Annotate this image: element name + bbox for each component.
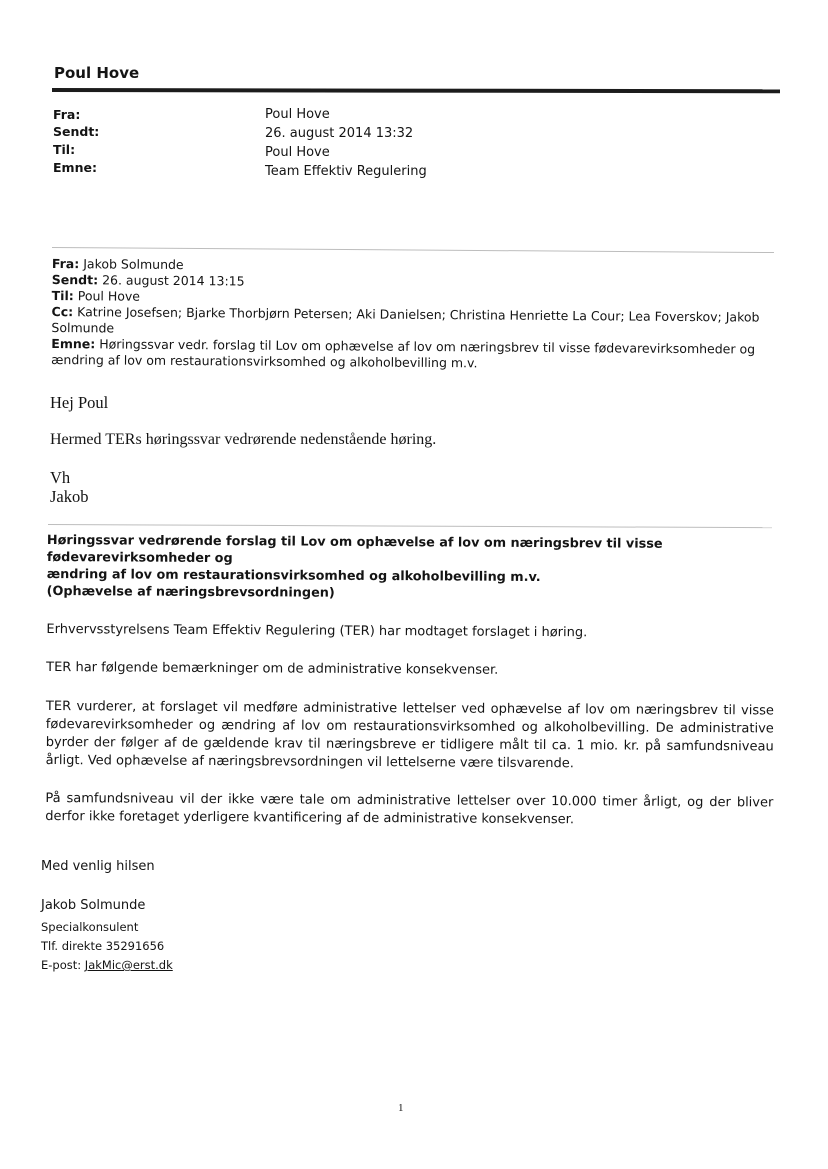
closing: Med venlig hilsen <box>41 859 155 874</box>
paragraph-4: På samfundsniveau vil der ikke være tale om administrative lettelser over 10.000 timer årligt, og der bliver derfor ikke foretaget yderligere kvantificering af de administrative konsekvenser. <box>45 790 774 828</box>
fwd-from-value: Jakob Solmunde <box>83 256 184 273</box>
fwd-cc-label: Cc: <box>51 303 74 320</box>
greeting: Hej Poul <box>50 393 109 412</box>
signoff: Vh <box>50 468 71 487</box>
response-heading-3: (Ophævelse af næringsbrevsordningen) <box>46 583 335 601</box>
forwarded-header <box>51 256 782 374</box>
fwd-sent-value: 26. august 2014 13:15 <box>102 272 245 289</box>
email-link[interactable]: JakMic@erst.dk <box>84 958 173 972</box>
mailbox-owner: Poul Hove <box>54 64 140 82</box>
forward-separator <box>52 247 774 253</box>
header-rule <box>52 88 780 93</box>
header-to-value: Poul Hove <box>265 145 330 160</box>
signature-title: Specialkonsulent <box>41 920 139 934</box>
fwd-sent-label: Sendt: <box>51 271 99 288</box>
paragraph-2: TER har følgende bemærkninger om de administrative konsekvenser. <box>46 659 499 678</box>
fwd-to-value: Poul Hove <box>77 288 141 304</box>
sender-name: Jakob <box>50 487 89 506</box>
response-heading-2: ændring af lov om restaurationsvirksomhed og alkoholbevilling m.v. <box>46 566 541 586</box>
header-from-label: Fra: <box>53 107 81 122</box>
header-to-label: Til: <box>53 142 76 157</box>
fwd-subject-value: Høringssvar vedr. forslag til Lov om ophævelse af lov om næringsbrev til visse fødevarevirksomheder og ændring af lov om restaurationsvirksomhed og alkoholbevilling m.v. <box>51 336 756 371</box>
header-sent-label: Sendt: <box>53 124 100 139</box>
response-separator <box>48 524 772 528</box>
message-line: Hermed TERs høringssvar vedrørende nedenstående høring. <box>50 431 437 448</box>
paragraph-3: TER vurderer, at forslaget vil medføre administrative lettelser ved ophævelse af lov om næringsbrev til visse fødevarevirksomheder og ændring af lov om restaurationsvirksomhed og alkoholbevilling. De administrative byrder der følger af de gældende krav til næringsbreve er tidligere målt til ca. 1 mio. kr. på samfundsniveau årligt. Ved ophævelse af næringsbrevsordningen vil lettelserne være tilsvarende. <box>45 698 774 772</box>
header-sent-value: 26. august 2014 13:32 <box>265 126 414 141</box>
signature-email-row <box>41 958 173 972</box>
header-subject-label: Emne: <box>53 160 97 175</box>
response-heading-1: Høringssvar vedrørende forslag til Lov om ophævelse af lov om næringsbrev til visse fødevarevirksomheder og <box>46 533 663 567</box>
response-body <box>45 532 775 830</box>
fwd-from-label: Fra: <box>51 256 80 272</box>
fwd-subject-label: Emne: <box>51 335 96 352</box>
paragraph-1: Erhvervsstyrelsens Team Effektiv Regulering (TER) har modtaget forslaget i høring. <box>46 621 588 641</box>
fwd-cc-value: Katrine Josefsen; Bjarke Thorbjørn Petersen; Aki Danielsen; Christina Henriette La Cour; Lea Foverskov; Jakob Solmunde <box>51 304 760 336</box>
page-number: 1 <box>398 1102 404 1114</box>
fwd-to-label: Til: <box>51 287 74 304</box>
signature-phone: Tlf. direkte 35291656 <box>41 939 165 953</box>
header-from-value: Poul Hove <box>265 107 330 122</box>
header-subject-value: Team Effektiv Regulering <box>265 164 427 179</box>
signature-name: Jakob Solmunde <box>41 898 146 913</box>
email-label: E-post: <box>41 958 85 972</box>
